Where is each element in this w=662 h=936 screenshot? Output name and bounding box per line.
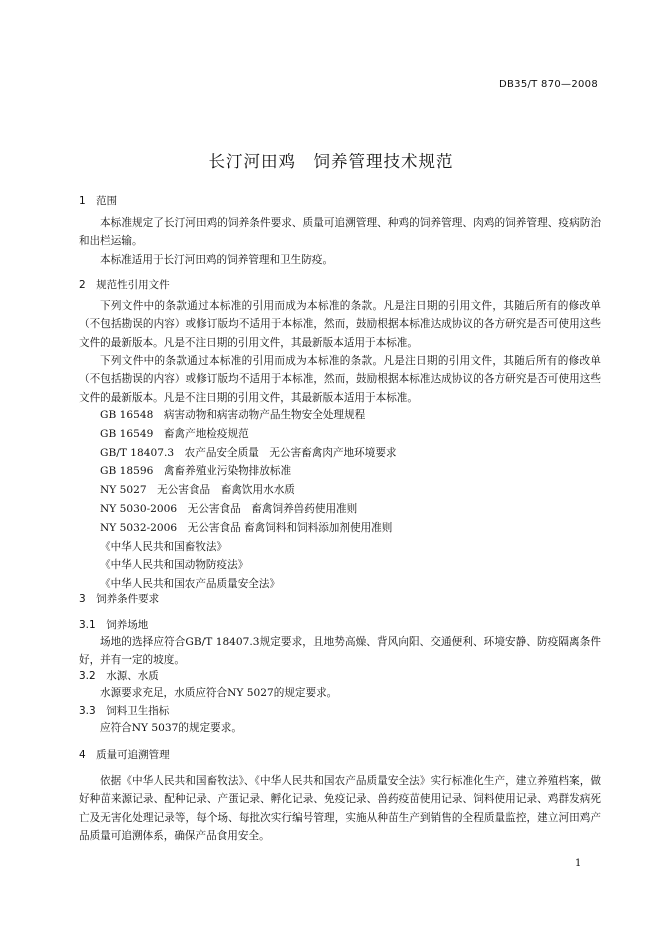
subsection-3-3-heading: 3.3 饲料卫生指标 bbox=[79, 705, 170, 717]
page-number: 1 bbox=[575, 858, 582, 869]
reference-list bbox=[100, 406, 397, 594]
standard-code: DB35/T 870—2008 bbox=[499, 79, 598, 90]
reference-item: 《中华人民共和国畜牧法》 bbox=[100, 540, 228, 553]
reference-item: NY 5030-2006 无公害食品 畜禽饲养兽药使用准则 bbox=[100, 502, 358, 515]
reference-item: GB/T 18407.3 农产品安全质量 无公害畜禽肉产地环境要求 bbox=[100, 446, 397, 459]
section-1-paragraph-2: 本标准适用于长汀河田鸡的饲养管理和卫生防疫。 bbox=[100, 254, 334, 266]
reference-item: 《中华人民共和国农产品质量安全法》 bbox=[100, 578, 281, 591]
subsection-3-2-text: 水源要求充足，水质应符合NY 5027的规定要求。 bbox=[100, 687, 338, 699]
section-2-paragraph-2: 下列文件中的条款通过本标准的引用而成为本标准的条款。凡是注日期的引用文件，其随后所有的修改单（不包括勘误的内容）或修订版均不适用于本标准，然而，鼓励根据本标准达成协议的各方研究是否可使用这些文件的最新版本。凡是不注日期的引用文件，其最新版本适用于本标准。 bbox=[79, 355, 601, 404]
section-4-text: 依据《中华人民共和国畜牧法》、《中华人民共和国农产品质量安全法》实行标准化生产，建立养殖档案，做好种苗来源记录、配种记录、产蛋记录、孵化记录、免疫记录、兽药疫苗使用记录、饲料使用记录、鸡群发病死亡及无害化处理记录等，每个场、每批次实行编号管理，实施从种苗生产到销售的全程质量监控，建立河田鸡产品质量可追溯体系，确保产品食用安全。 bbox=[79, 775, 601, 843]
document-title: 长汀河田鸡 饲养管理技术规范 bbox=[208, 152, 454, 171]
section-1-paragraph-1: 本标准规定了长汀河田鸡的饲养条件要求、质量可追溯管理、种鸡的饲养管理、肉鸡的饲养管理、疫病防治和出栏运输。 bbox=[79, 217, 601, 248]
reference-item: GB 16549 畜禽产地检疫规范 bbox=[100, 427, 249, 440]
reference-item: NY 5027 无公害食品 畜禽饮用水水质 bbox=[100, 484, 295, 497]
reference-item: 《中华人民共和国动物防疫法》 bbox=[100, 559, 249, 572]
section-4-heading: 4 质量可追溯管理 bbox=[79, 749, 170, 761]
reference-item: GB 18596 禽畜养殖业污染物排放标准 bbox=[100, 465, 292, 478]
reference-item: GB 16548 病害动物和病害动物产品生物安全处理规程 bbox=[100, 409, 366, 421]
subsection-3-1-text: 场地的选择应符合GB/T 18407.3规定要求，且地势高燥、背风向阳、交通便利、环境安静、防疫隔离条件好，并有一定的坡度。 bbox=[79, 636, 601, 667]
subsection-3-1-heading: 3.1 饲养场地 bbox=[79, 619, 149, 631]
section-2-paragraph-1: 下列文件中的条款通过本标准的引用而成为本标准的条款。凡是注日期的引用文件，其随后所有的修改单（不包括勘误的内容）或修订版均不适用于本标准，然而，鼓励根据本标准达成协议的各方研究是否可使用这些文件的最新版本。凡是不注日期的引用文件，其最新版本适用于本标准。 bbox=[79, 300, 601, 349]
section-3-heading: 3 饲养条件要求 bbox=[79, 593, 160, 605]
section-1-heading: 1 范围 bbox=[79, 195, 118, 207]
subsection-3-2-heading: 3.2 水源、水质 bbox=[79, 670, 159, 682]
subsection-3-3-text: 应符合NY 5037的规定要求。 bbox=[100, 722, 242, 734]
reference-item: NY 5032-2006 无公害食品 畜禽饲料和饲料添加剂使用准则 bbox=[100, 521, 393, 534]
section-2-heading: 2 规范性引用文件 bbox=[79, 279, 170, 291]
